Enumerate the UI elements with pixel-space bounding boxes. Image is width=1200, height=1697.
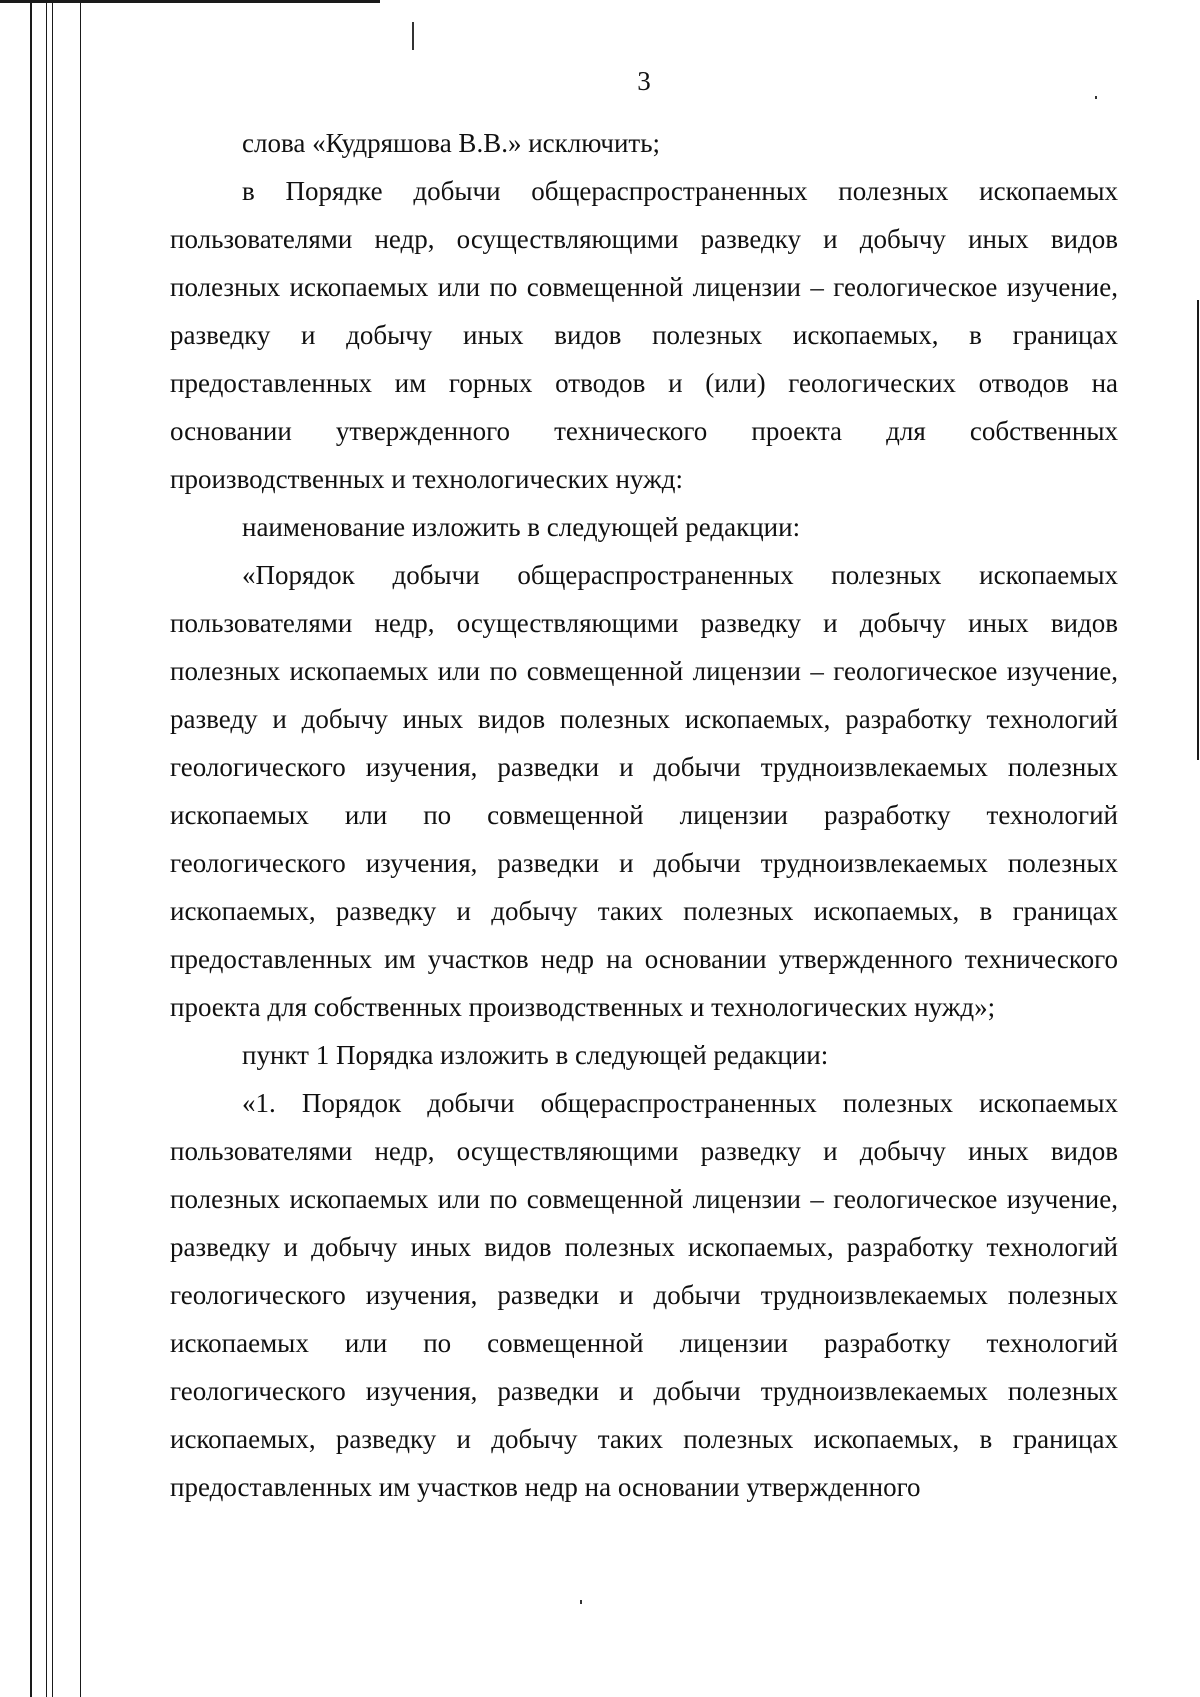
- paragraph-6: «1. Порядок добычи общераспространенных полезных ископаемых пользователями недр, осуществляющими разведку и добычу иных видов полезных ископаемых или по совмещенной лицензии – геологическое изучение, разведку и добычу иных видов полезных ископаемых, разработку технологий геологического изучения, разведки и добычи трудноизвлекаемых полезных ископаемых или по совмещенной лицензии разработку технологий геологического изучения, разведки и добычи трудноизвлекаемых полезных ископаемых, разведку и добычу таких полезных ископаемых, в границах предоставленных им участков недр на основании утвержденного: [170, 1088, 1118, 1502]
- scan-speck: [412, 22, 414, 50]
- scan-speck: [580, 1600, 582, 1604]
- document-body: [170, 119, 1118, 1511]
- paragraph-5: пункт 1 Порядка изложить в следующей редакции:: [242, 1040, 829, 1070]
- scan-binding-line: [80, 0, 81, 1697]
- scan-binding-line: [52, 0, 53, 1697]
- scan-binding-line: [30, 0, 32, 1697]
- scan-binding-line: [46, 0, 47, 1697]
- scan-top-edge: [0, 0, 380, 3]
- paragraph-1: слова «Кудряшова В.В.» исключить;: [242, 128, 661, 158]
- page-number: 3: [637, 66, 651, 96]
- scan-right-edge: [1197, 300, 1199, 760]
- paragraph-3: наименование изложить в следующей редакции:: [242, 512, 801, 542]
- paragraph-2: в Порядке добычи общераспространенных полезных ископаемых пользователями недр, осуществляющими разведку и добычу иных видов полезных ископаемых или по совмещенной лицензии – геологическое изучение, разведку и добычу иных видов полезных ископаемых, в границах предоставленных им горных отводов и (или) геологических отводов на основании утвержденного технического проекта для собственных производственных и технологических нужд:: [170, 176, 1118, 494]
- paragraph-4: «Порядок добычи общераспространенных полезных ископаемых пользователями недр, осуществляющими разведку и добычу иных видов полезных ископаемых или по совмещенной лицензии – геологическое изучение, разведу и добычу иных видов полезных ископаемых, разработку технологий геологического изучения, разведки и добычи трудноизвлекаемых полезных ископаемых или по совмещенной лицензии разработку технологий геологического изучения, разведки и добычи трудноизвлекаемых полезных ископаемых, разведку и добычу таких полезных ископаемых, в границах предоставленных им участков недр на основании утвержденного технического проекта для собственных производственных и технологических нужд»;: [170, 560, 1118, 1022]
